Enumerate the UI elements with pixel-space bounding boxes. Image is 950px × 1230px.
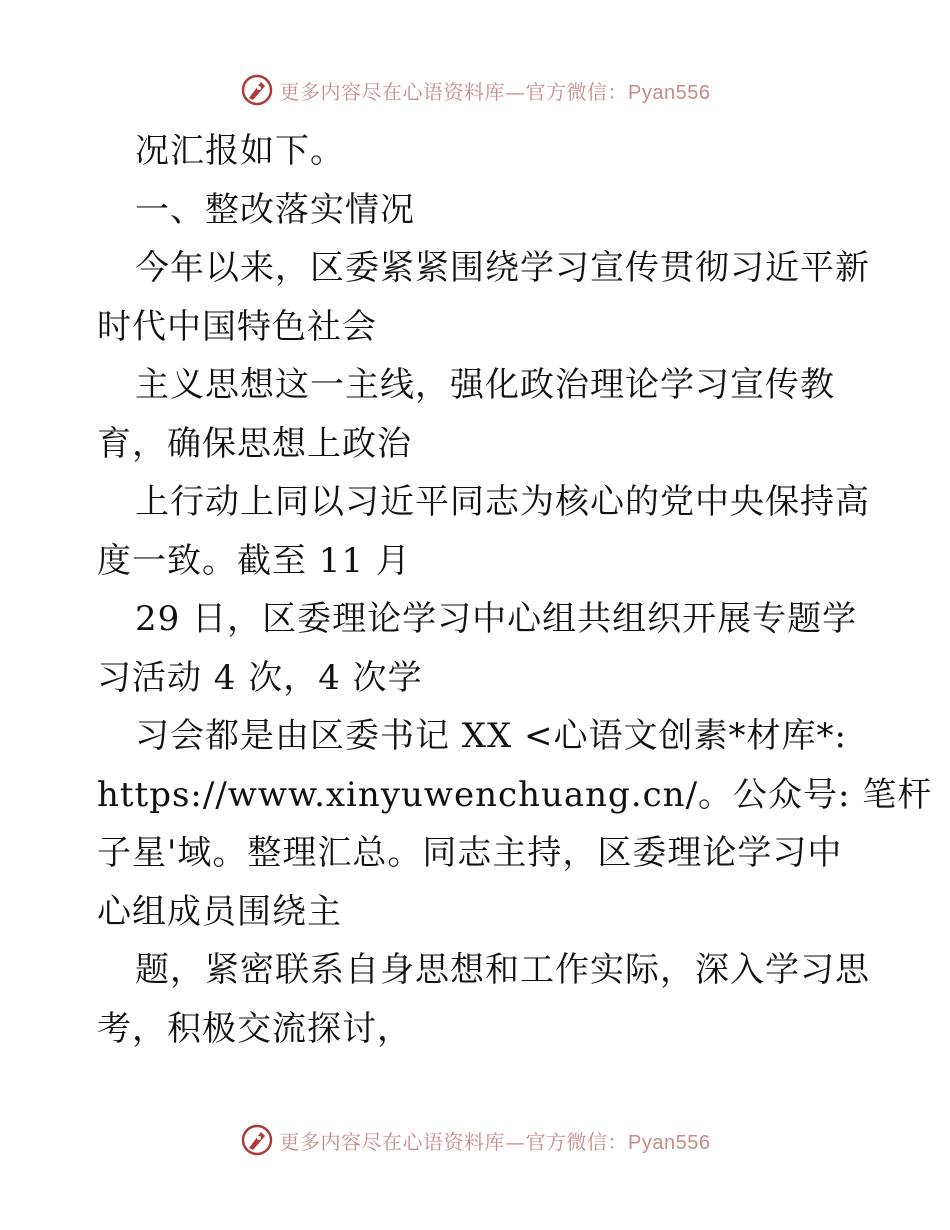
text-line: 习活动 4 次，4 次学: [97, 657, 423, 698]
watermark-account: Pyan556: [628, 81, 711, 104]
document-body: [97, 122, 933, 1058]
text-line: 心组成员围绕主: [97, 891, 342, 932]
text-line: 考，积极交流探讨，: [97, 1008, 412, 1049]
text-line: https://www.xinyuwenchuang.cn/。公众号: 笔杆: [97, 774, 933, 815]
text-line: 题，紧密联系自身思想和工作实际，深入学习思: [135, 950, 870, 990]
watermark-text: 更多内容尽在心语资料库—官方微信：: [279, 1129, 629, 1154]
watermark-text: 更多内容尽在心语资料库—官方微信：: [279, 79, 629, 104]
text-line: 主义思想这一主线，强化政治理论学习宣传教: [135, 365, 835, 405]
pen-nib-logo-icon: [240, 1123, 274, 1157]
text-line: 上行动上同以习近平同志为核心的党中央保持高: [135, 482, 870, 522]
text-line: 29 日，区委理论学习中心组共组织开展专题学: [135, 599, 858, 639]
text-line: 子星'域。整理汇总。同志主持，区委理论学习中: [97, 833, 843, 873]
text-line: 育，确保思想上政治: [97, 423, 412, 464]
watermark-account: Pyan556: [628, 1131, 711, 1154]
text-line: 时代中国特色社会: [97, 306, 377, 347]
section-heading: 一、整改落实情况: [135, 189, 415, 230]
text-line: 今年以来，区委紧紧围绕学习宣传贯彻习近平新: [135, 248, 870, 288]
text-line: 习会都是由区委书记 XX <心语文创素*材库*:: [135, 716, 847, 756]
text-line: 度一致。截至 11 月: [97, 540, 411, 581]
text-line: 况汇报如下。: [135, 131, 345, 171]
watermark-footer: [0, 1120, 950, 1160]
pen-nib-logo-icon: [240, 73, 274, 107]
watermark-header: [0, 70, 950, 110]
